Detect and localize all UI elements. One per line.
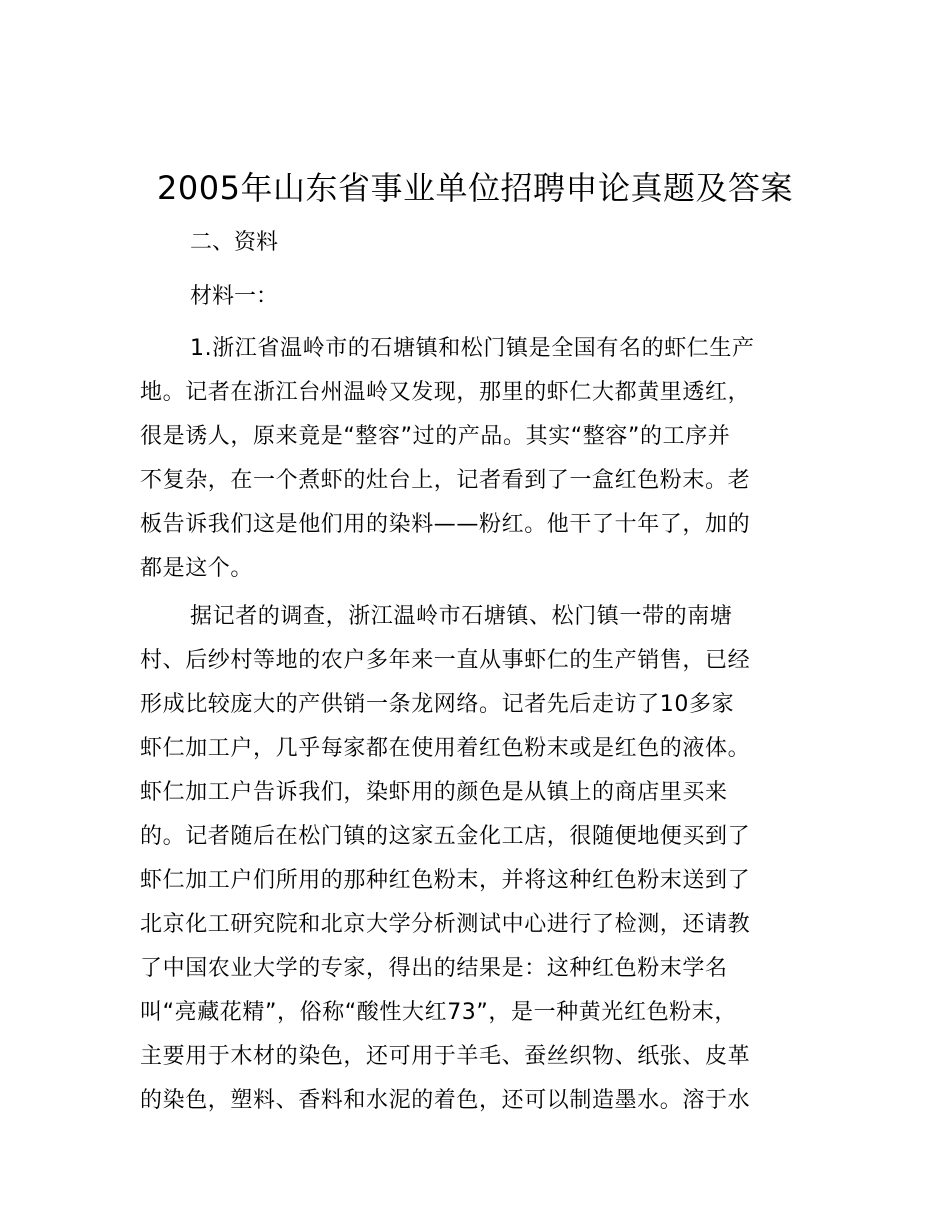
text-line: 北京化工研究院和北京大学分析测试中心进行了检测，还请教 — [140, 912, 751, 937]
text-line: 形成比较庞大的产供销一条龙网络。记者先后走访了10多家 — [140, 692, 735, 717]
paragraph-1 — [140, 327, 812, 591]
text-line: 地。记者在浙江台州温岭又发现，那里的虾仁大都黄里透红， — [140, 380, 751, 405]
text-line: 据记者的调查，浙江温岭市石塘镇、松门镇一带的南塘 — [190, 604, 733, 629]
material-label: 材料一： — [190, 284, 279, 309]
text-line: 村、后纱村等地的农户多年来一直从事虾仁的生产销售，已经 — [140, 648, 751, 673]
text-line: 都是这个。 — [140, 556, 254, 581]
text-line: 了中国农业大学的专家，得出的结果是：这种红色粉末学名 — [140, 956, 728, 981]
text-line: 叫“亮藏花精”，俗称“酸性大红73”，是一种黄光红色粉末， — [140, 1000, 737, 1025]
section-heading: 二、资料 — [190, 230, 279, 255]
text-line: 主要用于木材的染色，还可用于羊毛、蚕丝织物、纸张、皮革 — [140, 1044, 751, 1069]
text-line: 虾仁加工户，几乎每家都在使用着红色粉末或是红色的液体。 — [140, 736, 751, 761]
text-line: 板告诉我们这是他们用的染料——粉红。他干了十年了，加的 — [140, 512, 751, 537]
text-line: 的染色，塑料、香料和水泥的着色，还可以制造墨水。溶于水 — [140, 1088, 751, 1113]
text-line: 的。记者随后在松门镇的这家五金化工店，很随便地便买到了 — [140, 824, 751, 849]
text-line: 虾仁加工户们所用的那种红色粉末，并将这种红色粉末送到了 — [140, 868, 751, 893]
text-line: 1.浙江省温岭市的石塘镇和松门镇是全国有名的虾仁生产 — [190, 336, 755, 361]
document-title: 2005年山东省事业单位招聘申论真题及答案 — [157, 169, 793, 207]
paragraph-2 — [140, 595, 812, 1123]
text-line: 很是诱人，原来竟是“整容”过的产品。其实“整容”的工序并 — [140, 424, 731, 449]
text-line: 不复杂，在一个煮虾的灶台上，记者看到了一盒红色粉末。老 — [140, 468, 751, 493]
text-line: 虾仁加工户告诉我们，染虾用的颜色是从镇上的商店里买来 — [140, 780, 728, 805]
